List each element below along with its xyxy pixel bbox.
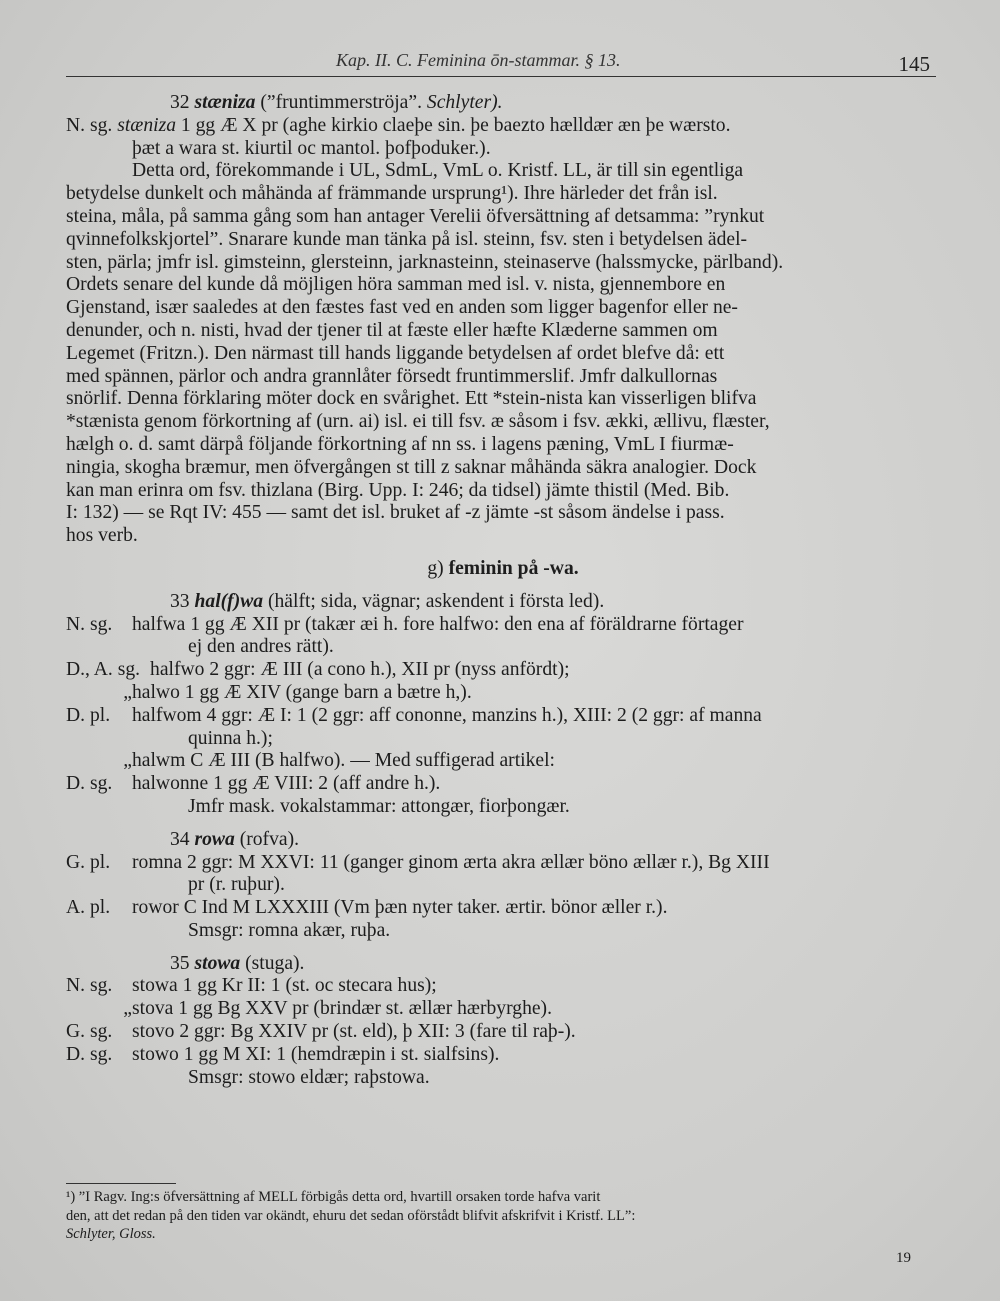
spacer [66, 581, 940, 591]
form-text: rowor C Ind M LXXXIII (Vm þæn nyter taker. ærtir. bönor æller r.). [132, 897, 668, 919]
entry-gloss: (”fruntimmerströja”. [260, 92, 422, 113]
form-text: Smsgr: romna akær, ruþa. [188, 919, 391, 941]
entry-headword: rowa [194, 828, 235, 850]
entry-32-line: med spännen, pärlor och andra grannlåter försedt fruntimmerslif. Jmfr dalkullornas [66, 365, 718, 387]
entry-35-forms [66, 975, 940, 1089]
form-text: halwonne 1 gg Æ VIII: 2 (aff andre h.). [132, 773, 441, 795]
entry-number: 32 [170, 92, 190, 113]
entry-32-line: Legemet (Fritzn.). Den närmast till hands liggande betydelsen af ordet blefve då: ett [66, 342, 725, 364]
form-text: halfwom 4 ggr: Æ I: 1 (2 ggr: aff cononne, manzins h.), XIII: 2 (2 ggr: af manna [132, 704, 762, 726]
entry-headword: stæniza [194, 92, 256, 113]
entry-34-heading [66, 829, 940, 852]
footnote-divider [66, 1183, 176, 1184]
entry-32-line: Detta ord, förekommande i UL, SdmL, VmL o. Kristf. LL, är till sin egentliga [132, 160, 744, 182]
entry-32-line: hælgh o. d. samt därpå följande förkortning af nn ss. i lagens pæning, VmL I fiurmæ- [66, 433, 734, 455]
grammar-label: G. pl. [66, 851, 111, 873]
form-row [66, 728, 940, 751]
form-row [66, 796, 940, 819]
grammar-label: „ [123, 750, 132, 772]
entry-32-line: *stænista genom förkortning af (urn. ai) isl. ei till fsv. æ såsom i fsv. ækki, ællivu, flæster, [66, 411, 770, 433]
form-text: ej den andres rätt). [188, 636, 334, 658]
entry-gloss: (stuga). [245, 952, 305, 974]
form-row [66, 998, 940, 1021]
entry-32-line: denunder, och n. nisti, hvad der tjener til at fæste eller hæfte Klæderne sammen om [66, 319, 718, 341]
form-text: stova 1 gg Bg XXV pr (brindær st. ællær hærbyrghe). [132, 998, 552, 1020]
form-text: romna 2 ggr: M XXVI: 11 (ganger ginom ærta akra ællær böno ællær r.), Bg XIII [132, 851, 770, 873]
entry-32-line [66, 115, 940, 138]
entry-32-line: Gjenstand, især saaledes at den fæstes fast ved en anden som ligger bagenfor eller ne- [66, 297, 738, 319]
entry-headword: stowa [194, 952, 241, 974]
form-text: halwm C Æ III (B halfwo). — Med suffigerad artikel: [132, 750, 555, 772]
main-text [66, 92, 940, 1089]
entry-32-line: sten, pärla; jmfr isl. gimsteinn, glersteinn, jarknasteinn, steinaserve (halssmycke, pärlband). [66, 251, 784, 273]
entry-number: 35 [170, 952, 190, 974]
form-text: stovo 2 ggr: Bg XXIV pr (st. eld), þ XII: 3 (fare til raþ-). [132, 1021, 576, 1043]
entry-gloss: (rofva). [239, 828, 299, 850]
grammar-label: D., A. sg. [66, 659, 141, 681]
grammar-label: G. sg. [66, 1021, 113, 1043]
form-row [66, 1044, 940, 1067]
running-title: Kap. II. C. Feminina ōn-stammar. § 13. [336, 50, 621, 70]
entry-gloss: (hälft; sida, vägnar; askendent i första led). [267, 590, 605, 612]
entry-32-heading [66, 92, 940, 115]
entry-32-line: ningia, skogha bræmur, men öfvergången st till z saknar måhända säkra analogier. Dock [66, 456, 757, 478]
grammar-label: N. sg. [66, 114, 113, 136]
entry-source: Schlyter). [426, 92, 503, 113]
entry-number: 33 [170, 590, 190, 612]
form-row [66, 874, 940, 897]
spacer [66, 819, 940, 829]
form-text: pr (r. ruþur). [188, 874, 285, 896]
grammar-label: N. sg. [66, 613, 113, 635]
signature-mark: 19 [896, 1250, 911, 1266]
entry-32-line: þæt a wara st. kiurtil oc mantol. þofþoduker.). [132, 137, 491, 159]
entry-33-heading [66, 591, 940, 614]
grammar-label: D. sg. [66, 773, 113, 795]
form-row [66, 920, 940, 943]
entry-headword: hal(f)wa [194, 590, 264, 612]
entry-32-line: steina, måla, på samma gång som han antager Verelii öfversättning af detsamma: ”rynkut [66, 205, 765, 227]
form-text: Jmfr mask. vokalstammar: attongær, fiorþongær. [188, 795, 570, 817]
grammar-label: A. pl. [66, 897, 111, 919]
footnote-line: ¹) ”I Ragv. Ing:s öfversättning af MELL förbigås detta ord, hvartill orsaken torde hafva varit [66, 1189, 601, 1205]
entry-number: 34 [170, 828, 190, 850]
section-title: feminin på -wa. [448, 557, 579, 579]
grammar-label: „ [123, 998, 132, 1020]
entry-32-line: hos verb. [66, 525, 138, 547]
entry-32-line: kan man erinra om fsv. thizlana (Birg. Upp. I: 246; da tidsel) jämte thistil (Med. Bib. [66, 479, 730, 501]
entry-32-line: Ordets senare del kunde då möjligen höra samman med isl. v. nista, gjennembore en [66, 274, 726, 296]
entry-32-line: qvinnefolkskjortel”. Snarare kunde man tänka på isl. steinn, fsv. sten i betydelsen ädel- [66, 228, 748, 250]
form-row [66, 636, 940, 659]
form-row [66, 682, 940, 705]
grammar-label: N. sg. [66, 975, 113, 997]
grammar-label: „ [123, 681, 132, 703]
form-row [66, 1067, 940, 1090]
footnote [66, 1188, 936, 1244]
form-row [66, 614, 940, 637]
entry-35-heading [66, 953, 940, 976]
form-text: halfwo 2 ggr: Æ III (a cono h.), XII pr (nyss anfördt); [150, 659, 570, 681]
form-row [66, 659, 940, 682]
form-row [66, 897, 940, 920]
form-text: halwo 1 gg Æ XIV (gange barn a bætre h,). [132, 681, 472, 703]
footnote-line: den, att det redan på den tiden var okändt, ehuru det sedan oförstådt blifvit afskrifvit i Kristf. LL”: [66, 1207, 636, 1224]
page-number: 145 [898, 52, 930, 76]
entry-32-line: betydelse dunkelt och måhända af främmande ursprung¹). Ihre härleder det från isl. [66, 183, 718, 205]
form-row [66, 975, 940, 998]
spacer [66, 943, 940, 953]
form-row [66, 773, 940, 796]
grammar-label: D. pl. [66, 704, 111, 726]
citation: 1 gg Æ X pr (aghe kirkio claeþe sin. þe baezto hælldær æn þe wærsto. [180, 114, 731, 136]
footnote-line: Schlyter, Gloss. [66, 1226, 156, 1242]
entry-34-forms [66, 852, 940, 943]
grammar-label: D. sg. [66, 1043, 113, 1065]
form-text: quinna h.); [188, 727, 273, 749]
entry-32-line: snörlif. Denna förklaring möter dock en svårighet. Ett *stein-nista kan visserligen blifva [66, 388, 757, 410]
spacer [66, 548, 940, 558]
form-row [66, 1021, 940, 1044]
entry-33-forms [66, 614, 940, 819]
form-text: halfwa 1 gg Æ XII pr (takær æi h. fore halfwo: den ena af föräldrarne förtager [132, 613, 744, 635]
form-text: Smsgr: stowo eldær; raþstowa. [188, 1066, 430, 1088]
section-label: g) [427, 557, 444, 579]
running-header [66, 48, 936, 77]
form-row [66, 705, 940, 728]
entry-32-line: I: 132) — se Rqt IV: 455 — samt det isl. bruket af -z jämte -st såsom ändelse i pass. [66, 502, 725, 524]
form-word: stæniza [117, 114, 176, 136]
form-text: stowo 1 gg M XI: 1 (hemdræpin i st. sialfsins). [132, 1043, 500, 1065]
form-row [66, 852, 940, 875]
section-heading [66, 558, 940, 581]
form-text: stowa 1 gg Kr II: 1 (st. oc stecara hus); [132, 975, 437, 997]
form-row [66, 750, 940, 773]
